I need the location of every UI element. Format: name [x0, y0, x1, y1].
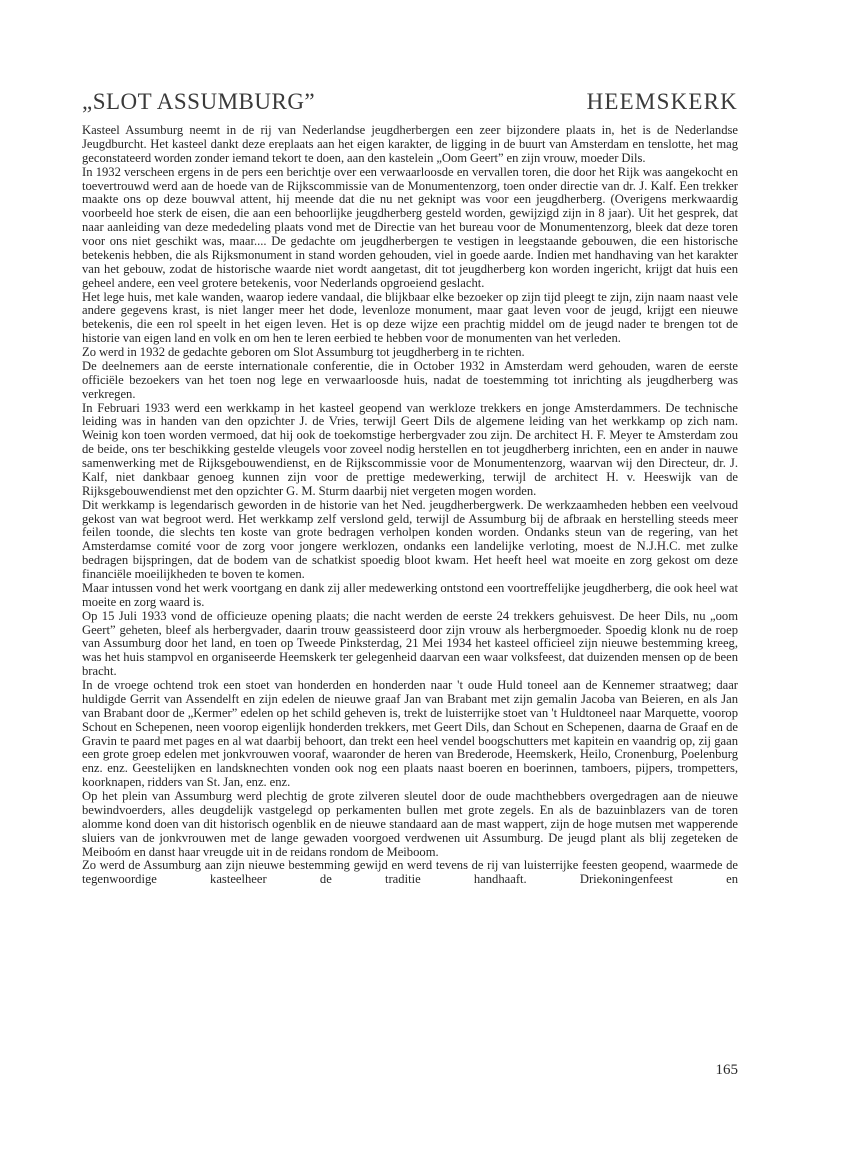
- paragraph: In de vroege ochtend trok een stoet van honderden en honderden naar 't oude Huld toneel aan de Kennemer straatweg; daar huldigde Gerrit van Assendelft en zijn edelen de nieuwe graaf Jan van Brabant met zijn gemalin Jacoba van Beieren, en als Jan van Brabant door de „Kermer” edelen op het schild geheven is, trekt de luisterrijke stoet van 't Huldtoneel naar Marquette, voorop Schout en Schepenen, neen voorop eigenlijk honderden trekkers, met Geert Dils, dan Schout en Schepenen, daarna de Graaf en de Gravin te paard met pages en al wat daarbij behoort, dan trekt een heel vendel boogschutters met kapitein en vaandrig op, zij gaan een grote groep edelen met jonkvrouwen vooraf, waaronder de heren van Brederode, Heemskerk, Heilo, Cronenburg, Poelenburg enz. enz. Geestelijken en landsknechten vonden ook nog een plaats naast boeren en boerinnen, tamboers, pijpers, trompetters, koorknapen, ridders van St. Jan, enz. enz.: [82, 678, 738, 790]
- paragraph: In Februari 1933 werd een werkkamp in het kasteel geopend van werkloze trekkers en jonge Amsterdammers. De technische leiding was in handen van den opzichter J. de Vries, terwijl Geert Dils de algemene leiding van het werkkamp op zich nam. Weinig kon toen worden vermoed, dat hij ook de toekomstige herbergvader zou zijn. De architect H. F. Meyer te Amsterdam zou de beide, ons ter beschikking gestelde vleugels voor zoveel nodig herstellen en tot jeugdherberg inrichten, een en ander in nauwe samenwerking met de Rijksgebouwendienst, en de Rijkscommissie voor de Monumentenzorg, waarvan wij den Directeur, dr. J. Kalf, niet dankbaar genoeg kunnen zijn voor de prettige medewerking, terwijl de architect H. v. Heeswijk van de Rijksgebouwendienst met den opzichter G. M. Sturm daarbij niet vergeten mogen worden.: [82, 400, 738, 498]
- paragraph: Het lege huis, met kale wanden, waarop iedere vandaal, die blijkbaar elke bezoeker op zijn tijd pleegt te zijn, zijn naam naast vele andere gegevens krast, is niet langer meer het dode, levenloze monument, maar gaat leven voor de jeugd, krijgt een nieuwe betekenis, die een rol speelt in het eigen leven. Het is op deze wijze een prachtig middel om de jeugd nader te brengen tot de historie van eigen land en volk en om hen te leren eerbied te hebben voor de monumenten van het verleden.: [82, 289, 738, 346]
- article-title: „SLOT ASSUMBURG”: [82, 89, 316, 114]
- paragraph: Kasteel Assumburg neemt in de rij van Nederlandse jeugdherbergen een zeer bijzondere plaats in, het is de Nederlandse Jeugdburcht. Het kasteel dankt deze ereplaats aan het eigen karakter, de ligging in de buurt van Amsterdam en tenslotte, het mag geconstateerd worden zonder iemand tekort te doen, aan den kastelein „Oom Geert” en zijn vrouw, moeder Dils.: [82, 123, 738, 165]
- paragraph: Zo werd in 1932 de gedachte geboren om Slot Assumburg tot jeugdherberg in te richten.: [82, 345, 525, 359]
- location-heading: HEEMSKERK: [586, 89, 738, 114]
- paragraph: De deelnemers aan de eerste internationale conferentie, die in October 1932 in Amsterdam werd gehouden, waren de eerste officiële bezoekers van het toen nog lege en verwaarloosde huis, nadat de toestemming tot inrichting als jeugdherberg was verkregen.: [82, 358, 738, 401]
- paragraph: Zo werd de Assumburg aan zijn nieuwe bestemming gewijd en werd tevens de rij van luisterrijke feesten geopend, waarmede de tegenwoordige kasteelheer de traditie handhaaft. Driekoningenfeest en: [82, 858, 738, 887]
- paragraph: Op 15 Juli 1933 vond de officieuze opening plaats; die nacht werden de eerste 24 trekkers gehuisvest. De heer Dils, nu „oom Geert” geheten, bleef als herbergvader, daarin trouw geassisteerd door zijn vrouw als herbergmoeder. Spoedig klonk nu de roep van Assumburg door het land, en toen op Tweede Pinksterdag, 21 Mei 1934 het kasteel officieel zijn nieuwe bestemming kreeg, was het huis stampvol en organiseerde Heemskerk ter gelegenheid daarvan een waar volksfeest, dat duizenden mensen op de been bracht.: [82, 608, 738, 679]
- paragraph: Op het plein van Assumburg werd plechtig de grote zilveren sleutel door de oude machthebbers overgedragen aan de nieuwe bewindvoerders, alles deugdelijk vastgelegd op perkamenten bullen met grote zegels. En als de bazuinblazers van de toren alomme kond doen van dit historisch ogenblik en de nieuwe standaard aan de mast wappert, zijn de hoge mutsen met wapperende sluiers van de jonkvrouwen met de lange gewaden voorgoed verdwenen uit Assumburg. De jeugd plant als blij zegeteken de Meiboóm en danst haar vreugde uit in de reidans rondom de Meiboom.: [82, 789, 738, 859]
- page: [82, 80, 738, 887]
- paragraph: Maar intussen vond het werk voortgang en dank zij aller medewerking ontstond een voortreffelijke jeugdherberg, die ook heel wat moeite en zorg waard is.: [82, 580, 738, 609]
- page-number: 165: [715, 1062, 738, 1078]
- article-body: [82, 124, 738, 887]
- paragraph: Dit werkkamp is legendarisch geworden in de historie van het Ned. jeugdherbergwerk. De werkzaamheden hebben een veelvoud gekost van wat begroot werd. Het werkkamp zelf verslond geld, terwijl de Assumburg bij de afbraak en herstelling steeds meer feilen toonde, die slechts ten koste van grote bedragen verholpen konden worden. Ondanks steun van de regering, van het Amsterdamse comité voor de zorg voor jongere werklozen, ondanks een landelijke verloting, moest de N.J.H.C. met zulke bedragen bijspringen, dat de bodem van de schatkist spoedig bloot kwam. Het heeft heel wat moeite en zorg gekost om deze financiële moeilijkheden te boven te komen.: [82, 497, 738, 581]
- paragraph: In 1932 verscheen ergens in de pers een berichtje over een verwaarloosde en vervallen toren, die door het Rijk was aangekocht en toevertrouwd werd aan de hoede van de Rijkscommissie van de Monumentenzorg, toen onder directie van dr. J. Kalf. Een trekker maakte ons op deze bouwval attent, hij meende dat die nu net geknipt was voor een jeugdherberg. (Overigens merkwaardig voorbeeld hoe sterk de eisen, die aan een behoorlijke jeugdherberg gesteld worden, gewijzigd zijn in 8 jaar). Uit het gesprek, dat naar aanleiding van deze mededeling plaats vond met de Directie van het bureau voor de Monumentenzorg, bleek dat deze toren voor ons niet geschikt was, maar.... De gedachte om jeugdherbergen te vestigen in leegstaande gebouwen, die een historische betekenis hebben, die als Rijksmonument in stand worden gehouden, viel in goede aarde. Indien met handhaving van het karakter van het gebouw, zodat de historische waarde niet wordt aangetast, dit tot jeugdherberg kon worden ingericht, krijgt dat huis een geheel andere, een veel grotere betekenis, voor Nederlands opgroeiend geslacht.: [82, 164, 738, 290]
- page-header: [82, 80, 738, 116]
